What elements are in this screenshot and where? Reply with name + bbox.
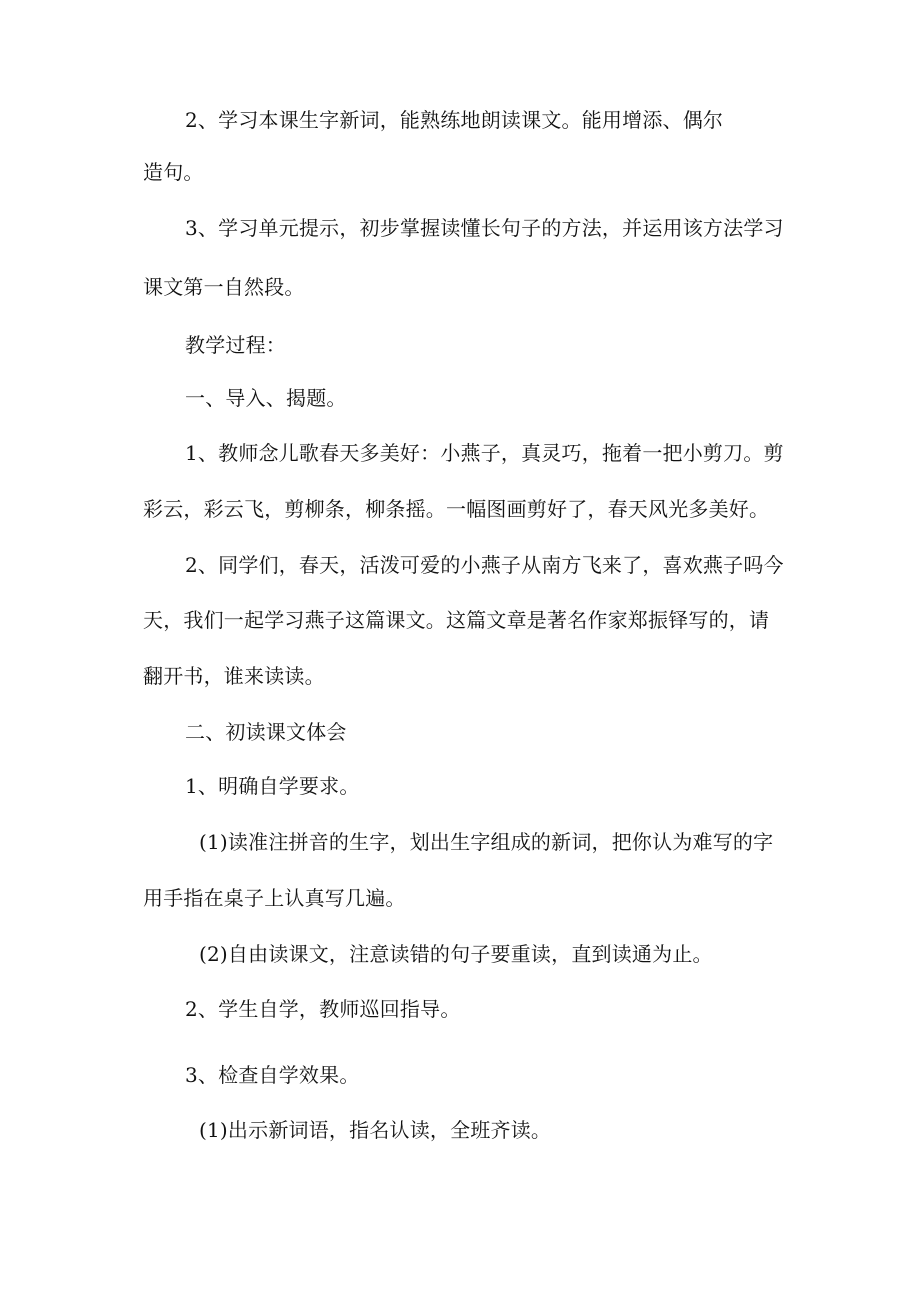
goal-2-line-2: 造句。 xyxy=(143,160,204,184)
goal-3-line-1: 3、学习单元提示，初步掌握读懂长句子的方法，并运用该方法学习 xyxy=(185,216,784,240)
section-2-heading: 二、初读课文体会 xyxy=(185,720,347,744)
step-1-2-line-1: 2、同学们，春天，活泼可爱的小燕子从南方飞来了，喜欢燕子吗今 xyxy=(185,553,784,577)
step-2-2: 2、学生自学，教师巡回指导。 xyxy=(185,997,461,1021)
step-1-2-line-2: 天，我们一起学习燕子这篇课文。这篇文章是著名作家郑振铎写的，请 xyxy=(143,608,770,632)
step-1-1-line-1: 1、教师念儿歌春天多美好：小燕子，真灵巧，拖着一把小剪刀。剪 xyxy=(185,441,784,465)
step-2-1-a-line-2: 用手指在桌子上认真写几遍。 xyxy=(143,886,406,910)
step-2-3: 3、检查自学效果。 xyxy=(185,1063,360,1087)
goal-3-line-2: 课文第一自然段。 xyxy=(143,275,305,299)
step-2-1-a-line-1: (1)读准注拼音的生字，划出生字组成的新词，把你认为难写的字 xyxy=(199,830,774,854)
step-1-1-line-2: 彩云，彩云飞，剪柳条，柳条摇。一幅图画剪好了，春天风光多美好。 xyxy=(143,497,770,521)
step-2-1: 1、明确自学要求。 xyxy=(185,774,360,798)
step-2-1-b: (2)自由读课文，注意读错的句子要重读，直到读通为止。 xyxy=(199,942,713,966)
section-1-heading: 一、导入、揭题。 xyxy=(185,386,347,410)
step-1-2-line-3: 翻开书，谁来读读。 xyxy=(143,664,325,688)
goal-2-line-1: 2、学习本课生字新词，能熟练地朗读课文。能用增添、偶尔 xyxy=(185,108,724,132)
step-2-3-a: (1)出示新词语，指名认读，全班齐读。 xyxy=(199,1118,552,1142)
process-heading: 教学过程： xyxy=(185,333,286,357)
